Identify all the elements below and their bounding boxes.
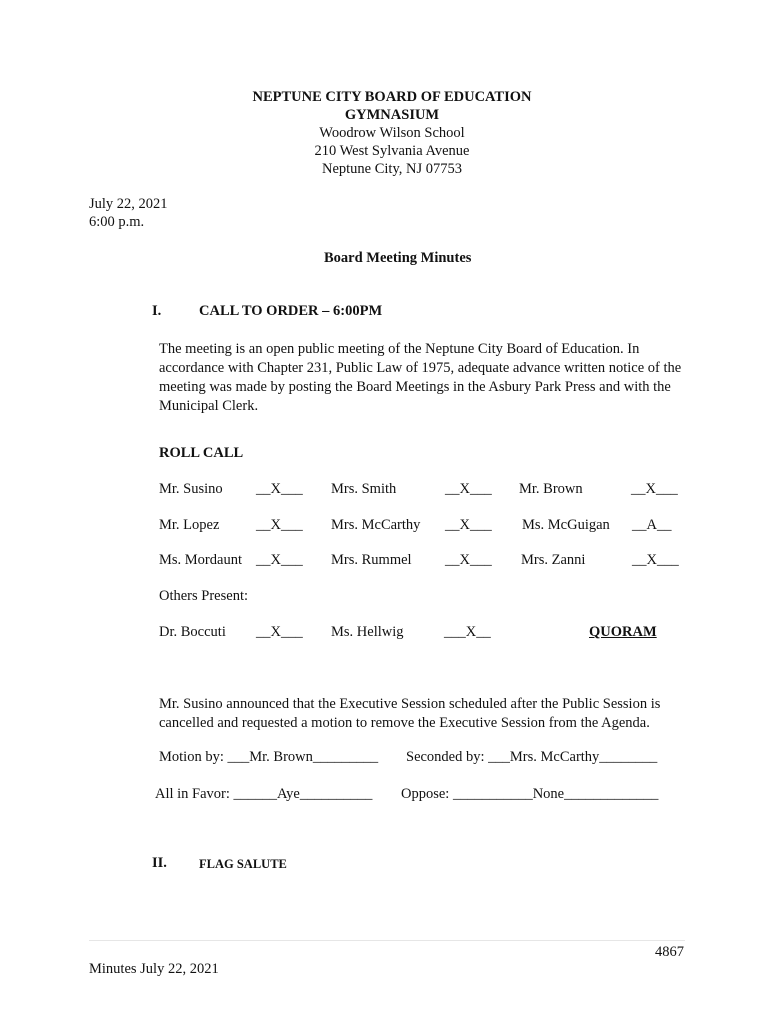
member-name: Ms. McGuigan	[522, 517, 610, 533]
section-2-title: FLAG SALUTE	[199, 857, 287, 871]
roll-call-heading: ROLL CALL	[159, 445, 244, 461]
attendance-mark: __X___	[632, 552, 679, 568]
attendance-mark: __X___	[445, 552, 492, 568]
attendance-mark: __X___	[631, 481, 678, 497]
member-name: Mr. Brown	[519, 481, 583, 497]
member-name: Mr. Susino	[159, 481, 223, 497]
meeting-time: 6:00 p.m.	[89, 214, 145, 230]
venue: GYMNASIUM	[344, 107, 440, 123]
attendance-mark: __A__	[632, 517, 672, 533]
oppose: Oppose: ___________None_____________	[401, 786, 659, 802]
all-in-favor: All in Favor: ______Aye__________	[155, 786, 373, 802]
seconded-by: Seconded by: ___Mrs. McCarthy________	[406, 749, 658, 765]
executive-session-paragraph: Mr. Susino announced that the Executive Session scheduled after the Public Session is cancelled and requested a motion to remove the Executive Session from the Agenda.	[159, 696, 661, 731]
member-name: Mrs. Rummel	[331, 552, 412, 568]
doc-title: Board Meeting Minutes	[324, 250, 472, 266]
footer-divider	[89, 940, 685, 941]
member-name: Mrs. Smith	[331, 481, 397, 497]
others-present-label: Others Present:	[159, 588, 248, 604]
member-name: Ms. Hellwig	[331, 624, 404, 640]
school-name: Woodrow Wilson School	[319, 125, 465, 141]
quorum-label: QUORAM	[589, 624, 657, 640]
attendance-mark: __X___	[256, 552, 303, 568]
page-number: 4867	[655, 944, 684, 960]
street-address: 210 West Sylvania Avenue	[314, 143, 470, 159]
member-name: Mr. Lopez	[159, 517, 220, 533]
attendance-mark: __X___	[256, 517, 303, 533]
meeting-date: July 22, 2021	[89, 196, 168, 212]
city-address: Neptune City, NJ 07753	[321, 161, 463, 177]
attendance-mark: __X___	[256, 481, 303, 497]
org-name: NEPTUNE CITY BOARD OF EDUCATION	[252, 89, 532, 105]
attendance-mark: __X___	[445, 481, 492, 497]
member-name: Dr. Boccuti	[159, 624, 226, 640]
call-to-order-paragraph: The meeting is an open public meeting of the Neptune City Board of Education. In accordance with Chapter 231, Public Law of 1975, adequate advance written notice of the meeting was made by posting the Board Meetings in the Asbury Park Press and with the Municipal Clerk.	[159, 341, 682, 414]
motion-by: Motion by: ___Mr. Brown_________	[159, 749, 379, 765]
section-1-number: I.	[152, 303, 162, 319]
footer-label: Minutes July 22, 2021	[89, 961, 219, 977]
attendance-mark: ___X__	[444, 624, 491, 640]
attendance-mark: __X___	[256, 624, 303, 640]
member-name: Ms. Mordaunt	[159, 552, 242, 568]
section-2-number: II.	[152, 855, 167, 871]
section-1-title: CALL TO ORDER – 6:00PM	[199, 303, 383, 319]
member-name: Mrs. McCarthy	[331, 517, 421, 533]
member-name: Mrs. Zanni	[521, 552, 586, 568]
attendance-mark: __X___	[445, 517, 492, 533]
